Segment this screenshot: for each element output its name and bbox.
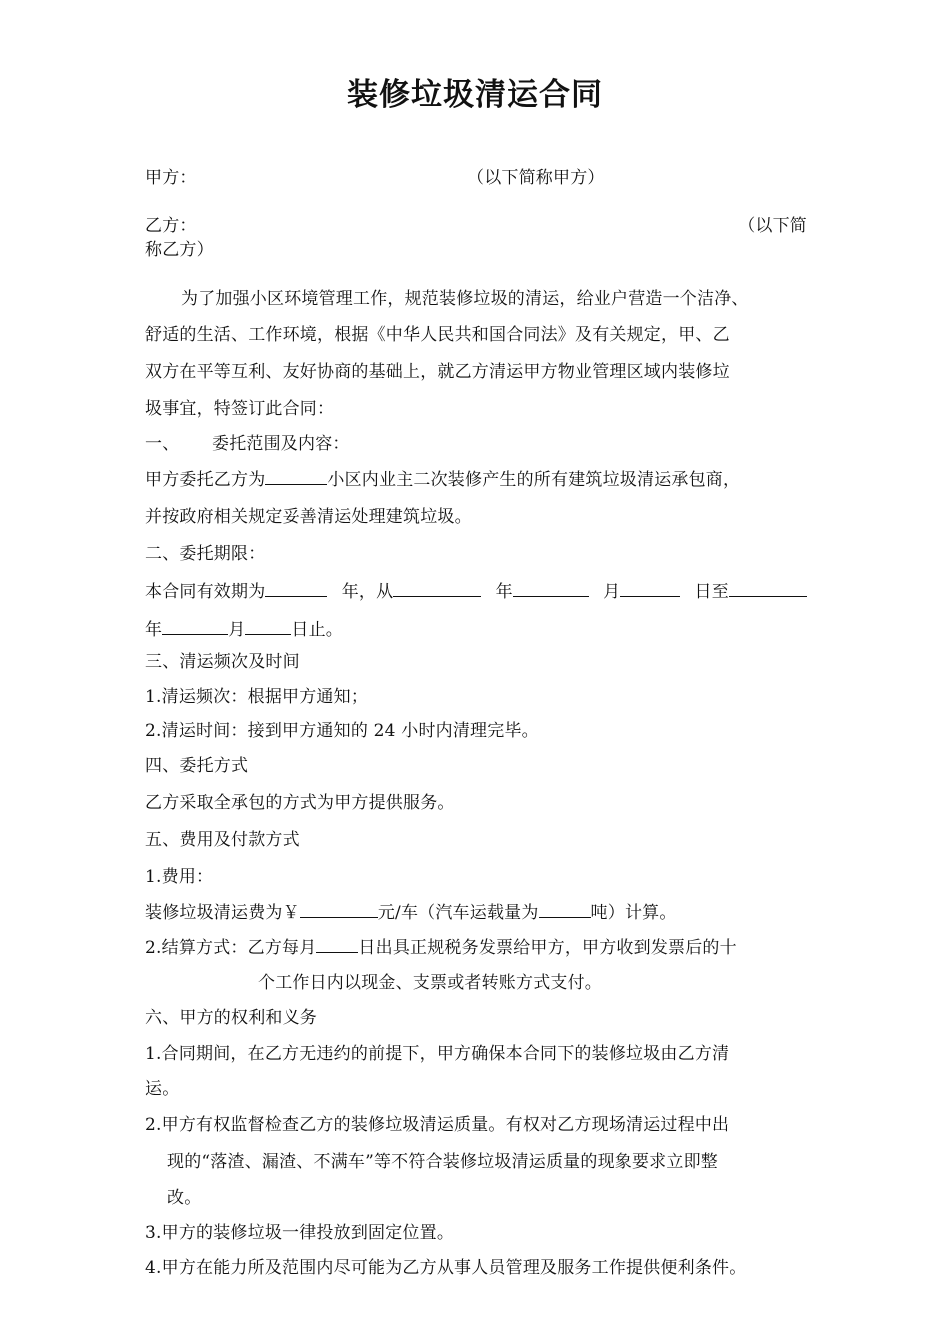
blank-field <box>729 579 807 597</box>
section-1-number: 一、 <box>145 434 180 454</box>
section-2-term-line <box>145 579 807 604</box>
text-segment: 小区内业主二次装修产生的所有建筑垃圾清运承包商， <box>327 470 741 490</box>
party-a-note: （以下简称甲方） <box>467 168 605 188</box>
section-6-item: 2.甲方有权监督检查乙方的装修垃圾清运质量。有权对乙方现场清运过程中出 <box>145 1115 730 1135</box>
text-segment: 甲方委托乙方为 <box>145 470 266 490</box>
section-5-heading: 五、费用及付款方式 <box>145 830 300 850</box>
text-segment: 2.结算方式：乙方每月 <box>145 938 317 958</box>
text-segment: 年 <box>145 620 163 640</box>
blank-field <box>300 900 378 918</box>
intro-line: 双方在平等互利、友好协商的基础上，就乙方清运甲方物业管理区域内装修垃 <box>145 362 730 382</box>
blank-field <box>539 900 591 918</box>
intro-line: 圾事宜，特签订此合同： <box>145 399 335 419</box>
term-group <box>342 579 482 604</box>
section-1-heading <box>145 432 807 456</box>
section-4-heading: 四、委托方式 <box>145 756 249 776</box>
section-1-line <box>145 467 807 492</box>
section-3-heading: 三、清运频次及时间 <box>145 652 300 672</box>
section-1-line: 并按政府相关规定妥善清运处理建筑垃圾。 <box>145 507 472 527</box>
text-segment: 吨）计算。 <box>590 903 677 923</box>
text-segment: 日止。 <box>291 620 344 640</box>
section-3-item: 2.清运时间：接到甲方通知的 24 小时内清理完毕。 <box>145 721 539 741</box>
blank-field <box>245 617 291 635</box>
blank-field <box>513 579 589 597</box>
blank-field <box>162 617 228 635</box>
section-2-heading: 二、委托期限： <box>145 544 266 564</box>
intro-line: 舒适的生活、工作环境，根据《中华人民共和国合同法》及有关规定，甲、乙 <box>145 325 730 345</box>
section-1-title: 委托范围及内容： <box>212 434 350 454</box>
section-2-term-line <box>145 617 807 642</box>
term-group <box>695 579 807 604</box>
section-3-item: 1.清运频次：根据甲方通知； <box>145 687 369 707</box>
document-title: 装修垃圾清运合同 <box>347 77 603 113</box>
text-segment: 月 <box>228 620 246 640</box>
term-group <box>496 579 589 604</box>
term-group <box>145 579 327 604</box>
term-group <box>603 579 680 604</box>
text-segment: 本合同有效期为 <box>145 582 266 602</box>
text-segment: 月 <box>603 582 621 602</box>
section-5-item-cont: 个工作日内以现金、支票或者转账方式支付。 <box>258 973 602 993</box>
blank-field <box>265 579 327 597</box>
text-segment: 年 <box>495 582 513 602</box>
section-6-item-cont: 改。 <box>167 1188 202 1208</box>
section-6-item-cont: 运。 <box>145 1079 180 1099</box>
text-segment: 装修垃圾清运费为￥ <box>145 903 300 923</box>
blank-field <box>620 579 680 597</box>
text-segment: 元/车（汽车运载量为 <box>377 903 539 923</box>
blank-field <box>393 579 481 597</box>
section-5-item <box>145 935 807 960</box>
section-6-item: 3.甲方的装修垃圾一律投放到固定位置。 <box>145 1223 455 1243</box>
blank-field <box>265 467 327 485</box>
blank-field <box>316 935 358 953</box>
party-b-note: （以下简 <box>738 216 807 236</box>
section-6-heading: 六、甲方的权利和义务 <box>145 1008 317 1028</box>
text-segment: 年，从 <box>341 582 394 602</box>
party-a-line <box>145 166 807 190</box>
section-6-item-cont: 现的“落渣、漏渣、不满车”等不符合装修垃圾清运质量的现象要求立即整 <box>167 1152 718 1172</box>
text-segment: 日出具正规税务发票给甲方，甲方收到发票后的十 <box>358 938 737 958</box>
section-6-item: 4.甲方在能力所及范围内尽可能为乙方从事人员管理及服务工作提供便利条件。 <box>145 1258 747 1278</box>
party-b-note-cont: 称乙方） <box>145 240 214 260</box>
section-4-text: 乙方采取全承包的方式为甲方提供服务。 <box>145 793 455 813</box>
party-b-line <box>145 214 807 238</box>
party-b-label: 乙方： <box>145 216 197 236</box>
intro-line: 为了加强小区环境管理工作，规范装修垃圾的清运，给业户营造一个洁净、 <box>181 289 749 309</box>
section-5-item: 1.费用： <box>145 867 214 887</box>
section-6-item: 1.合同期间，在乙方无违约的前提下，甲方确保本合同下的装修垃圾由乙方清 <box>145 1044 730 1064</box>
section-5-fee-line <box>145 900 807 925</box>
text-segment: 日至 <box>694 582 729 602</box>
party-a-label: 甲方： <box>145 168 197 188</box>
